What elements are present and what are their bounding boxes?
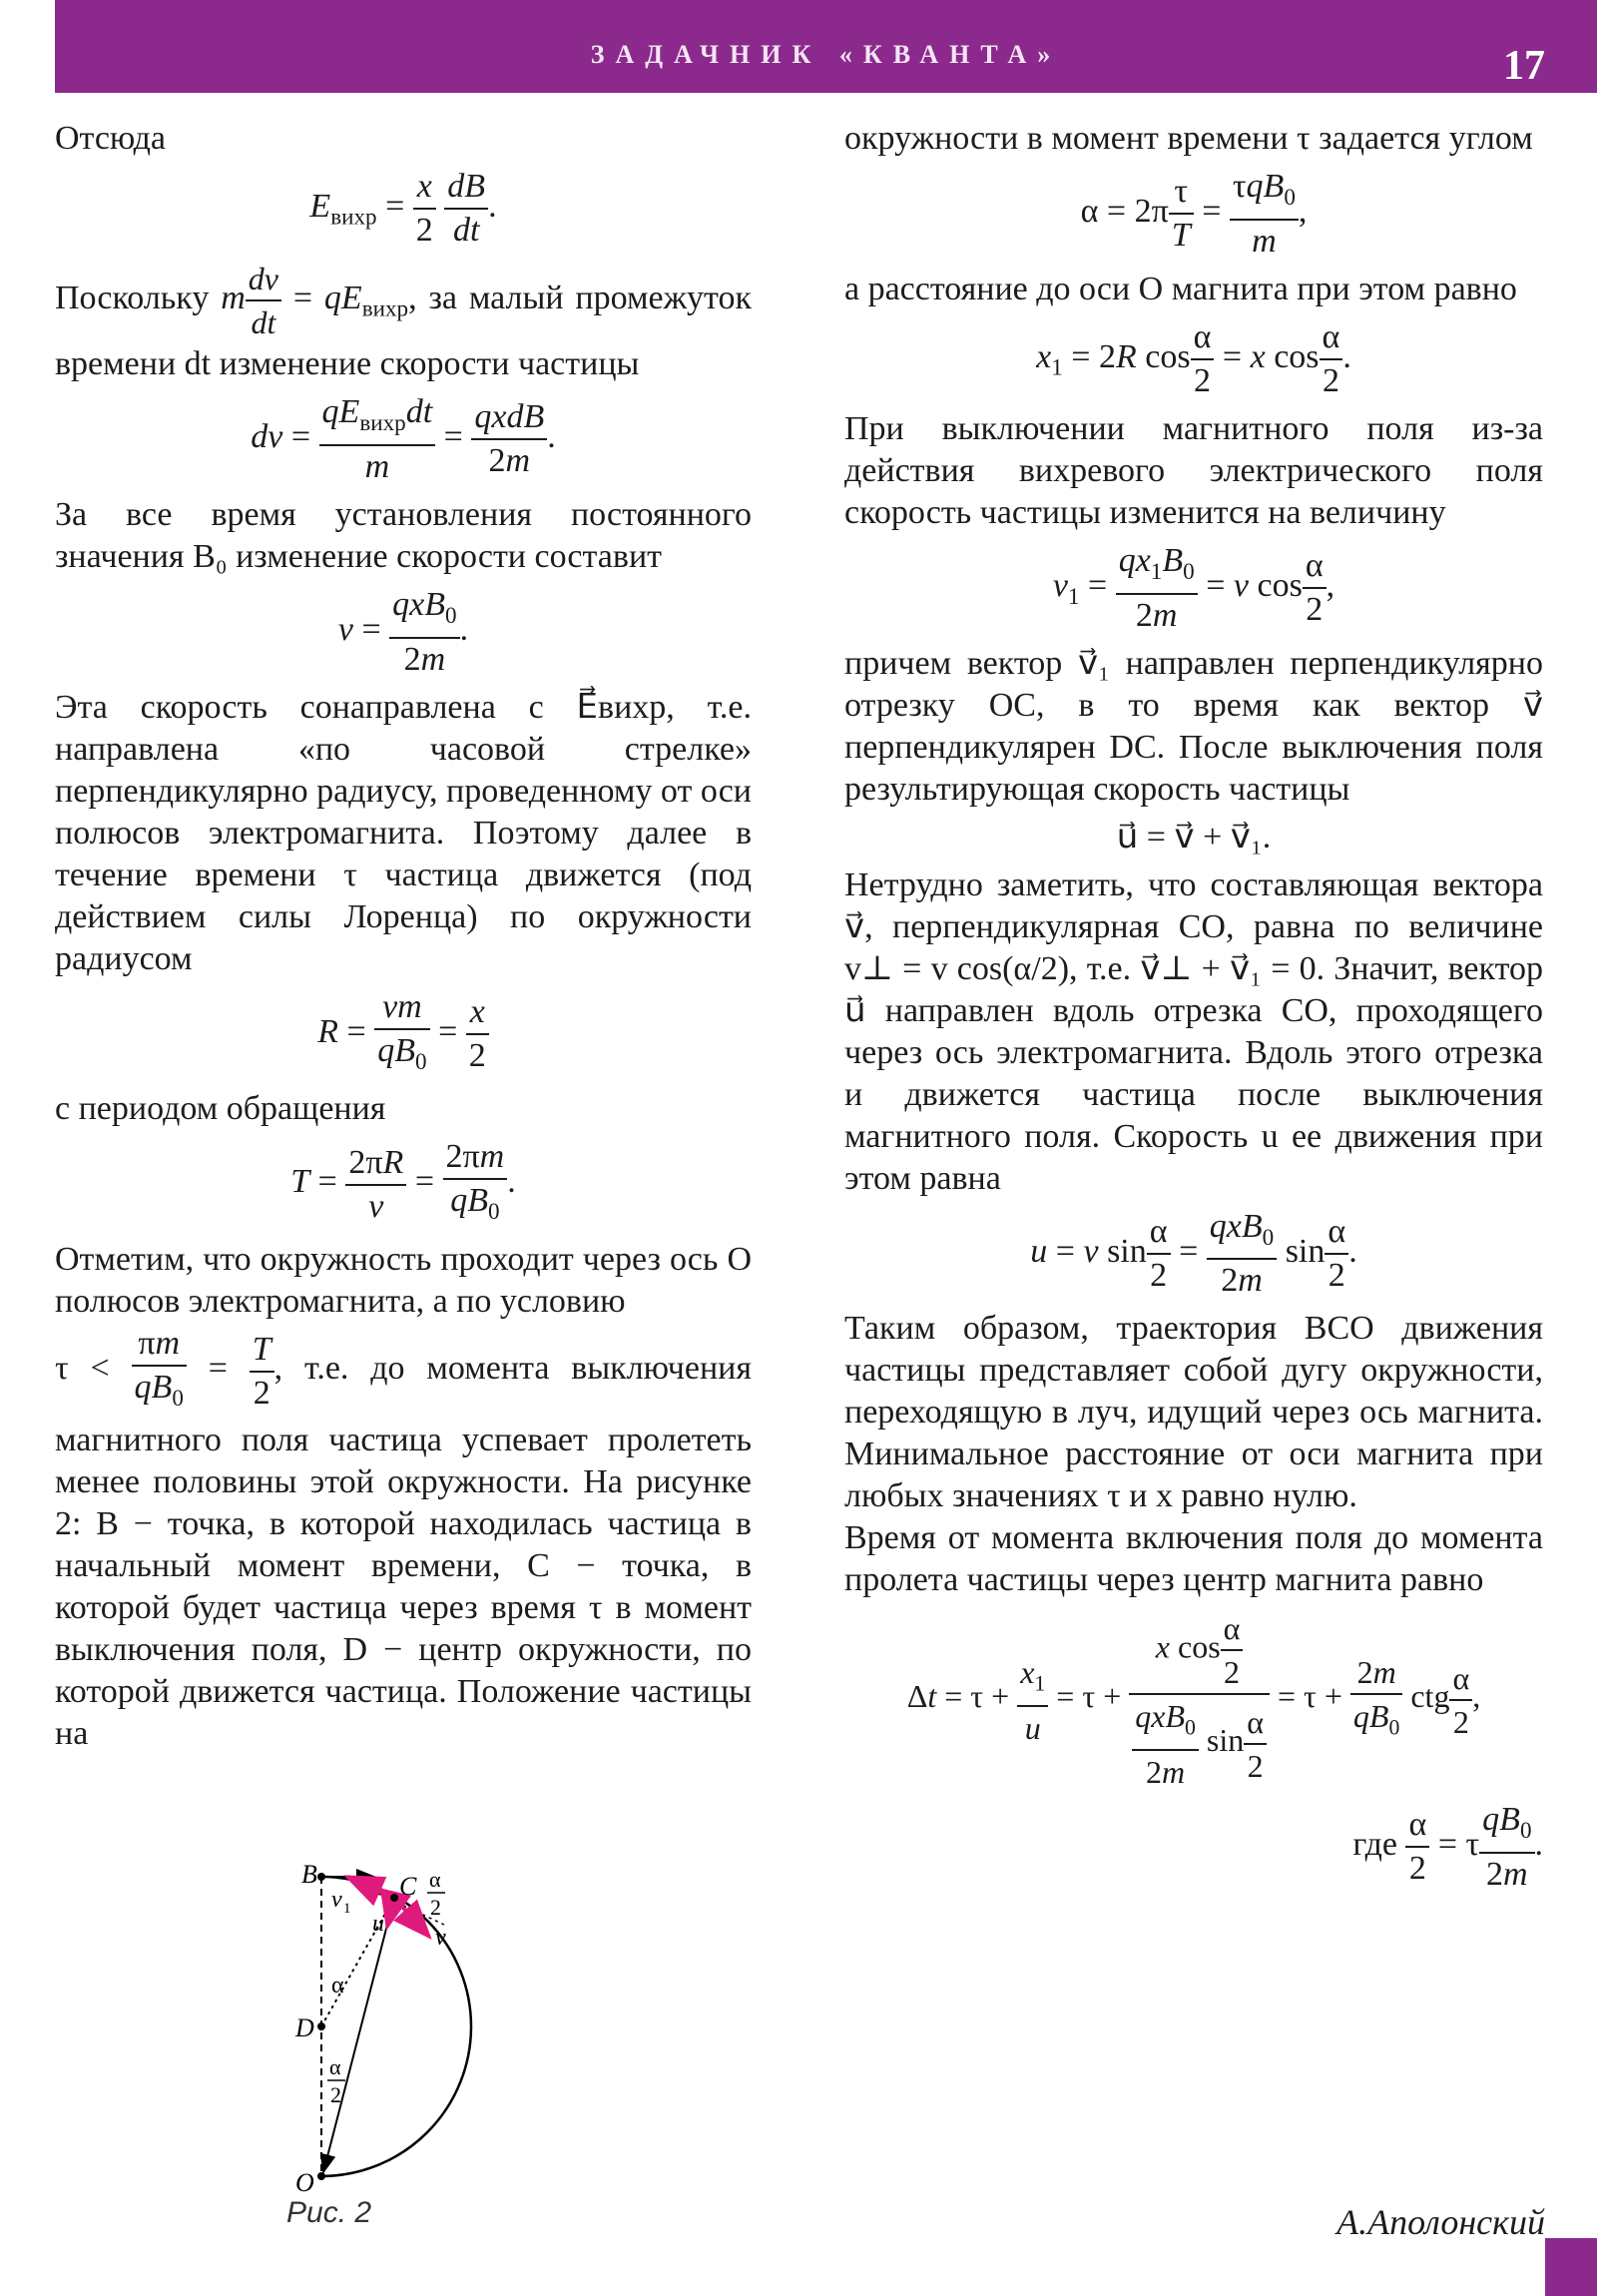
label-c: C: [399, 1872, 417, 1901]
label-alpha: α: [331, 1973, 344, 1999]
figure-2-diagram: [279, 1855, 579, 2234]
label-u: u: [372, 1911, 384, 1937]
equation-alpha: α = 2π $\frac{\tau}{T}$ = $\frac{\tau qB_0}{m}$ ,: [1080, 168, 1308, 260]
left-paragraph-3: За все время установления постоянного значения B₀ изменение скорости составит: [55, 495, 752, 575]
trajectory-arc: [321, 1877, 471, 2176]
equation-x1: $x_1 = 2R$ cos $\frac{\alpha}{2}$ = x cos $\frac{\alpha}{2}$ .: [1036, 317, 1351, 399]
label-half-alpha-top-den: 2: [430, 1895, 441, 1920]
label-half-alpha-bottom: α: [329, 2054, 341, 2079]
right-paragraph-2: а расстояние до оси O магнита при этом равно: [844, 270, 1517, 307]
left-paragraph-1: Отсюда: [55, 120, 166, 157]
label-b: B: [301, 1860, 317, 1889]
label-half-alpha-top: α: [429, 1867, 441, 1892]
figure-caption: Рис. 2: [286, 2196, 372, 2229]
equation-dv: dv = $\frac{qE_{вихр}dt}{m}$ = $\frac{\text{qxdB}}{2m}$ .: [251, 393, 556, 485]
page-number: 17: [1503, 43, 1545, 89]
equation-where: где $\frac{\alpha}{2}$ = τ $\frac{qB_0}{2m}$ .: [1352, 1800, 1543, 1893]
right-paragraph-1: окружности в момент времени τ задается углом: [844, 120, 1533, 157]
equation-u: u = v sin $\frac{\alpha}{2}$ = $\frac{qxB_0}{2m}$ sin $\frac{\alpha}{2}$ .: [1030, 1207, 1357, 1300]
left-paragraph-2: Поскольку m $\frac{dv}{dt}$ = $qE_{вихр}$, за малый промежуток времени dt изменение скорости частицы: [55, 258, 752, 385]
equation-period: T = $\frac{2\pi R}{v}$ = $\frac{2\pi m}{qB_0}$ .: [290, 1138, 516, 1226]
right-paragraph-4: причем вектор v⃗₁ направлен перпендикулярно отрезку OC, в то время как вектор v⃗ перпендикулярен DC. После выключения поля результирующая скорость частицы: [844, 644, 1543, 808]
right-paragraph-5: Нетрудно заметить, что составляющая вектора v⃗, перпендикулярная CO, равна по величине v⊥ = v cos(α/2), т.е. v⃗⊥ + v⃗₁ = 0. Значит, вектор u⃗ направлен вдоль отрезка CO, проходящего через ось электромагнита. Вдоль этого отрезка и движется частица после выключения магнитного поля. Скорость u ее движения при этом равна: [844, 865, 1543, 1197]
right-column: [844, 118, 1543, 1902]
left-paragraph-4: Эта скорость сонаправлена с E⃗вихр, т.е. направлена «по часовой стрелке» перпендикулярно радиусу, проведенному от оси полюсов электромагнита. Поэтому далее в течение времени τ частица движется (под действием силы Лоренца) по окружности радиусом: [55, 688, 752, 977]
equation-v: v = $\frac{qxB_0}{2m}$ .: [337, 585, 469, 678]
label-v: v: [435, 1925, 446, 1951]
equation-u-vector: u⃗ = v⃗ + v⃗₁.: [1116, 818, 1272, 856]
left-paragraph-5: с периодом обращения: [55, 1090, 386, 1128]
right-paragraph-7: Время от момента включения поля до момента пролета частицы через центр магнита равно: [844, 1519, 1543, 1599]
journal-title: ЗАДАЧНИК «КВАНТА»: [590, 40, 1062, 69]
equation-radius: R = $\frac{vm}{qB_0}$ = $\frac{x}{2}$: [55, 986, 752, 1083]
page-corner-accent: [1545, 2238, 1597, 2296]
left-paragraph-6b: τ < $\frac{\pi m}{qB_0}$ = $\frac{T}{2}$ , т.е. до момента выключения магнитного поля частица успевает пролететь менее половины этой окружности. На рисунке 2: B − точка, в которой находилась частица в начальный момент времени, C − точка, в которой будет частица через время τ в момент выключения поля, D − центр окружности, по которой движется частица. Положение частицы на: [55, 1325, 752, 1752]
point-c: [390, 1894, 398, 1902]
label-half-alpha-bottom-den: 2: [330, 2082, 341, 2107]
equation-delta-t: Δt = τ + $\frac{x_1}{u}$ = τ + x cos $\frac{\alpha}{2}$ $\frac{qxB_0}{2m}$ sin $\frac{\alpha}{2}$ = τ + $\frac{2m}{qB_0}$ ctg $\frac{\alpha}{2}$ ,: [844, 1607, 1543, 1792]
equation-e-vortex: $E_{вихр}$ = $\frac{x}{2}$ $\frac{dB}{dt}$ .: [309, 168, 497, 249]
page-header: [55, 0, 1597, 93]
point-o: [317, 2172, 325, 2180]
point-b: [317, 1873, 325, 1881]
label-v1-sub: 1: [343, 1901, 351, 1917]
left-paragraph-6: Отметим, что окружность проходит через ось O полюсов электромагнита, а по условию: [55, 1241, 752, 1321]
equation-v1: $v_1$ = $\frac{qx_1B_0}{2m}$ = v cos $\frac{\alpha}{2}$ ,: [1052, 541, 1335, 634]
label-v1: v: [331, 1887, 342, 1913]
right-paragraph-3: При выключении магнитного поля из-за действия вихревого электрического поля скорость частицы изменится на величину: [844, 409, 1543, 531]
segment-co: [323, 1898, 394, 2172]
point-d: [317, 2022, 325, 2030]
label-d: D: [295, 2013, 314, 2042]
author-signature: А.Аполонский: [1336, 2202, 1545, 2242]
right-paragraph-6: Таким образом, траектория BCO движения частицы представляет собой дугу окружности, переходящую в луч, идущий через ось магнита. Минимальное расстояние от оси магнита при любых значениях τ и x равно нулю.: [844, 1310, 1543, 1515]
vector-v1: [347, 1877, 394, 1898]
left-column: [55, 118, 752, 1755]
label-o: O: [295, 2168, 314, 2197]
